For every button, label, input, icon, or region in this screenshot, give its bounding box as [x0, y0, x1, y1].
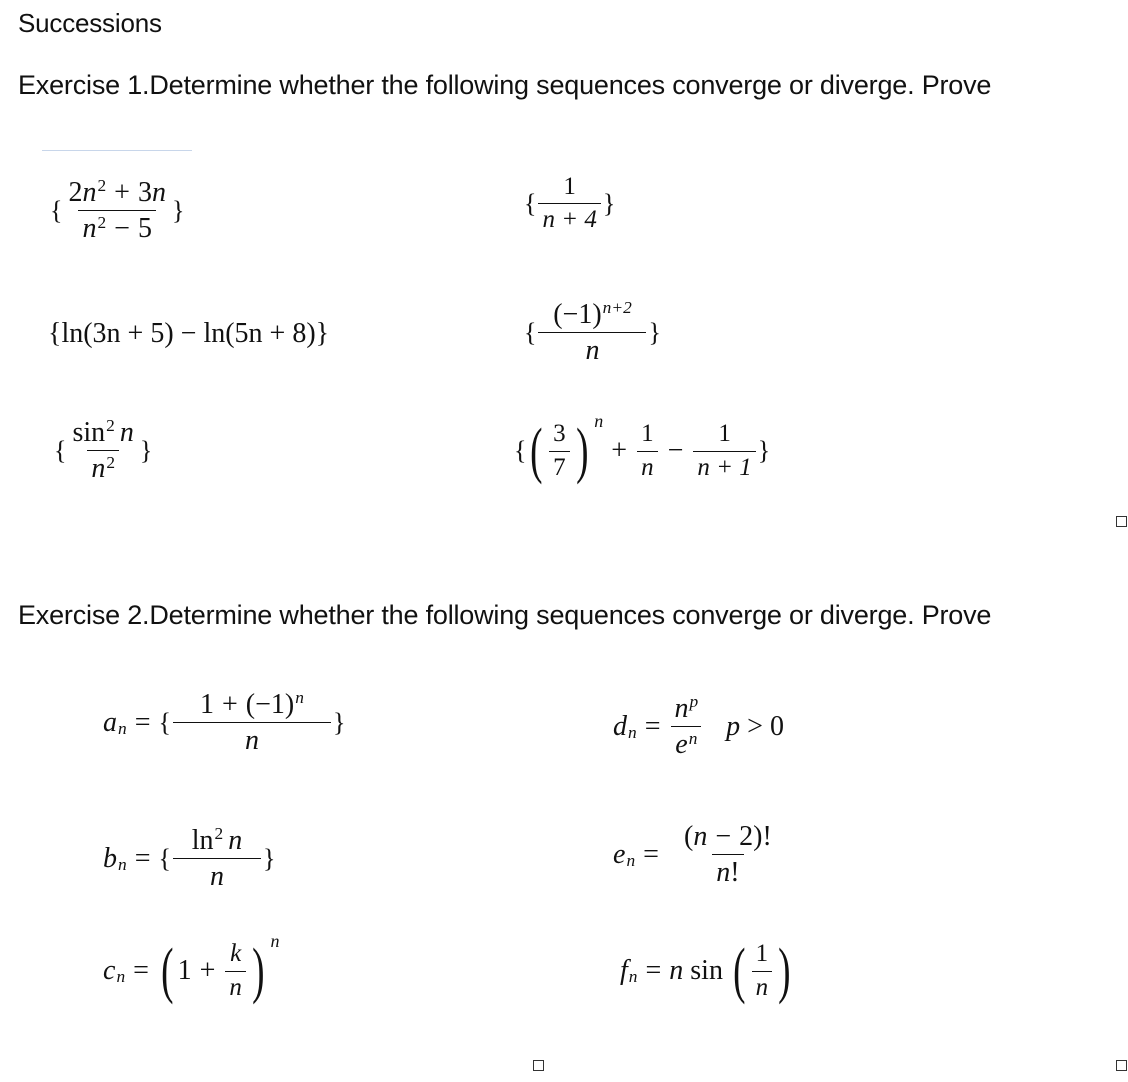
ex2-b-numerator: $\ln^2 n$ — [191, 824, 243, 856]
ex1-f-term3-denominator: n + 1 — [693, 451, 755, 481]
ex2-c-variable: c — [103, 955, 116, 986]
ex2-d-condition: p > 0 — [726, 710, 784, 742]
ex1-a-denominator: $n^2 - 5$ — [78, 210, 155, 243]
ex2-f-numerator: 1 — [755, 940, 769, 968]
ex1-f-inner-denominator: 7 — [549, 451, 570, 481]
open-brace: { — [524, 317, 537, 347]
close-brace: } — [332, 707, 346, 737]
ex2-f-coefficient: n sin — [669, 955, 723, 986]
ex2-a-variable: a — [103, 706, 117, 738]
equals-sign: = — [134, 706, 151, 738]
placeholder-box — [1116, 1060, 1127, 1071]
open-brace: { — [524, 188, 537, 218]
ex2-sequence-e — [613, 822, 789, 888]
ex2-sequence-b — [103, 826, 275, 892]
open-brace: { — [158, 707, 171, 737]
equals-sign: = — [645, 955, 662, 986]
ex1-sequence-c — [48, 318, 329, 350]
ex1-f-power: n — [594, 410, 604, 431]
ex1-d-numerator: $(-1)^{n+2}$ — [553, 298, 632, 330]
ex1-f-inner-numerator: 3 — [553, 420, 566, 448]
minus-sign: − — [667, 435, 684, 466]
ex1-f-term2-numerator: 1 — [641, 420, 654, 448]
ex2-d-subscript: n — [628, 722, 637, 742]
ex2-sequence-d — [613, 694, 784, 760]
plus-sign: + — [611, 435, 628, 466]
ex2-e-variable: e — [613, 838, 626, 870]
ex1-sequence-e — [54, 418, 152, 484]
ex1-sequence-a — [50, 178, 184, 244]
ex1-a-numerator: $2n^2 + 3n$ — [68, 176, 166, 208]
close-brace: } — [262, 843, 276, 873]
equals-sign: = — [643, 838, 659, 870]
open-brace: { — [514, 436, 527, 465]
equals-sign: = — [133, 955, 149, 986]
placeholder-box — [1116, 516, 1127, 527]
ex2-d-denominator: $e^n$ — [671, 726, 701, 759]
ex1-b-denominator: n + 4 — [538, 203, 600, 233]
ex2-e-denominator: n! — [712, 854, 743, 887]
open-brace: { — [54, 435, 67, 465]
ex2-b-denominator: n — [173, 858, 261, 891]
ex2-d-numerator: $n^p$ — [674, 692, 699, 724]
ex2-c-subscript: n — [116, 967, 126, 987]
equals-sign: = — [134, 842, 151, 874]
ex2-b-subscript: n — [118, 854, 127, 874]
ex1-e-numerator: $\sin^2 n$ — [72, 416, 134, 448]
open-brace: { — [158, 843, 171, 873]
ex2-sequence-a — [103, 690, 345, 756]
close-brace: } — [139, 435, 153, 465]
ex2-a-denominator: n — [173, 722, 331, 755]
ex2-c-denominator: n — [225, 971, 246, 1001]
exercise2-heading: Exercise 2.Determine whether the following sequences converge or diverge. Prove — [18, 600, 992, 630]
open-brace: { — [50, 195, 63, 225]
page-title: Successions — [18, 8, 162, 38]
ex2-f-denominator: n — [752, 971, 773, 1001]
separator-line — [42, 150, 192, 151]
equals-sign: = — [644, 710, 661, 742]
ex1-f-term3-numerator: 1 — [718, 420, 731, 448]
ex2-c-numerator: k — [230, 940, 242, 968]
ex2-f-variable: f — [620, 955, 628, 986]
close-brace: } — [602, 188, 616, 218]
ex1-e-denominator: $n^2$ — [87, 450, 119, 483]
close-brace: } — [757, 436, 771, 465]
exercise1-heading: Exercise 1.Determine whether the following sequences converge or diverge. Prove — [18, 70, 992, 100]
close-brace: } — [171, 195, 185, 225]
ex2-sequence-c: c n = ( 1 + $\frac{k}{n}$ ) n — [103, 930, 280, 1005]
ex1-f-term2-denominator: n — [637, 451, 658, 481]
ex1-sequence-f: { ( $\frac{3}{7}$ ) n + $\frac{1}{n}$ − $\frac{1}{n + 1}$ } — [514, 410, 771, 485]
ex2-f-subscript: n — [628, 967, 638, 987]
ex2-a-numerator: $1 + (-1)^n$ — [200, 688, 304, 720]
ex2-c-one: 1 — [177, 955, 192, 986]
ex2-b-variable: b — [103, 842, 117, 874]
placeholder-box — [533, 1060, 544, 1071]
ex1-sequence-b — [524, 174, 615, 234]
ex2-sequence-f: f n = n sin ( $\frac{1}{n}$ ) — [620, 937, 791, 1005]
ex2-c-power: n — [270, 930, 280, 951]
ex1-sequence-d — [524, 300, 661, 366]
plus-sign: + — [199, 955, 216, 986]
ex2-a-subscript: n — [118, 718, 127, 738]
ex1-b-numerator: 1 — [563, 173, 576, 200]
ex2-e-subscript: n — [626, 850, 636, 870]
ex1-c-expression: {ln(3n + 5) − ln(5n + 8)} — [48, 318, 330, 349]
ex1-d-denominator: n — [538, 332, 646, 365]
ex2-d-variable: d — [613, 710, 627, 742]
ex2-e-numerator: (n − 2)! — [684, 821, 772, 852]
close-brace: } — [648, 317, 661, 347]
